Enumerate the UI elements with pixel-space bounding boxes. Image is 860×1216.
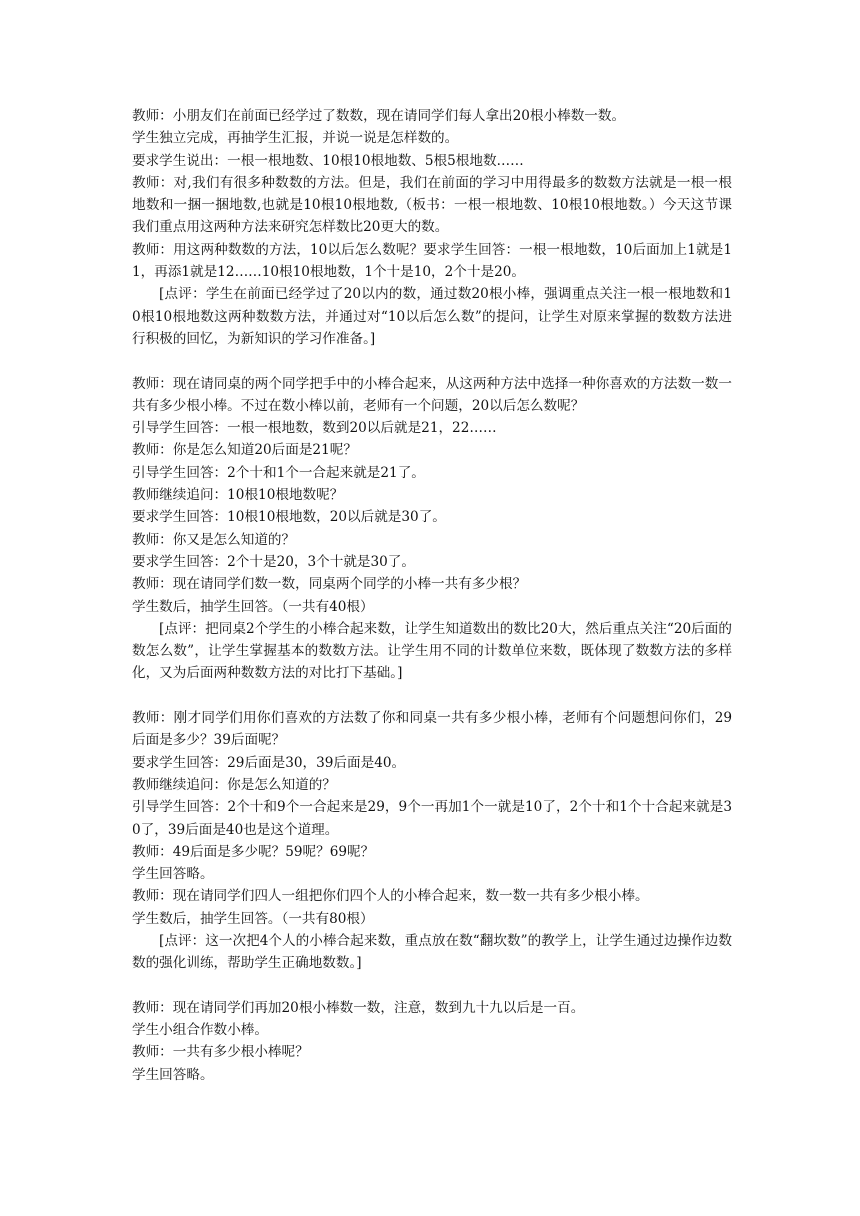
dialogue-line: 引导学生回答：2个十和1个一合起来就是21了。 xyxy=(132,464,425,481)
dialogue-line: 教师：现在请同学们四人一组把你们四个人的小棒合起来，数一数一共有多少根小棒。 xyxy=(132,888,649,905)
dialogue-line: 教师：刚才同学们用你们喜欢的方法数了你和同桌一共有多少根小棒，老师有个问题想问你们，29后面是多少？39后面呢？ xyxy=(132,710,732,749)
dialogue-line: 要求学生回答：10根10根地数，20以后就是30了。 xyxy=(132,509,446,526)
lesson-section xyxy=(132,105,732,350)
teaching-comment: [点评：学生在前面已经学过了20以内的数，通过数20根小棒，强调重点关注一根一根地数和10根10根地数这两种数数方法，并通过对“10以后怎么数”的提问，让学生对原来掌握的数数方法进行积极的回忆，为新知识的学习作准备。] xyxy=(132,286,732,347)
dialogue-line: 教师：你是怎么知道20后面是21呢？ xyxy=(132,442,357,459)
section-spacer xyxy=(132,350,732,372)
dialogue-line: 教师：对,我们有很多种数数的方法。但是，我们在前面的学习中用得最多的数数方法就是一根一根地数和一捆一捆地数,也就是10根10根地数,（板书：一根一根地数、10根10根地数。）今天这节课我们重点用这两种方法来研究怎样数比20更大的数。 xyxy=(132,174,732,236)
dialogue-line: 学生小组合作数小棒。 xyxy=(132,1022,268,1039)
dialogue-line: 教师：49后面是多少呢？59呢？69呢？ xyxy=(132,843,375,860)
section-spacer xyxy=(132,975,732,997)
dialogue-line: 教师：现在请同桌的两个同学把手中的小棒合起来，从这两种方法中选择一种你喜欢的方法数一数一共有多少根小棒。不过在数小棒以前，老师有一个问题，20以后怎么数呢？ xyxy=(132,375,732,414)
dialogue-line: 引导学生回答：2个十和9个一合起来是29，9个一再加1个一就是10了，2个十和1个十合起来就是30了，39后面是40也是这个道理。 xyxy=(132,799,732,838)
dialogue-line: 教师继续追问：10根10根地数呢？ xyxy=(132,487,344,504)
teaching-comment: [点评：这一次把4个人的小棒合起来数，重点放在数“翻坎数”的教学上，让学生通过边操作边数数的强化训练，帮助学生正确地数数。] xyxy=(132,932,732,972)
dialogue-line: 要求学生说出：一根一根地数、10根10根地数、5根5根地数…… xyxy=(132,152,524,169)
dialogue-line: 要求学生回答：2个十是20，3个十就是30了。 xyxy=(132,553,415,570)
dialogue-line: 教师：现在请同学们再加20根小棒数一数，注意，数到九十九以后是一百。 xyxy=(132,999,585,1016)
dialogue-line: 教师：现在请同学们数一数，同桌两个同学的小棒一共有多少根？ xyxy=(132,576,527,593)
document-body xyxy=(132,105,732,1086)
dialogue-line: 学生数后，抽学生回答。（一共有80根） xyxy=(132,910,374,927)
dialogue-line: 教师：一共有多少根小棒呢？ xyxy=(132,1044,309,1061)
dialogue-line: 教师：用这两种数数的方法，10以后怎么数呢？要求学生回答：一根一根地数，10后面加上1就是11，再添1就是12……10根10根地数，1个十是10，2个十是20。 xyxy=(132,241,732,281)
lesson-section xyxy=(132,707,732,975)
dialogue-line: 教师：小朋友们在前面已经学过了数数，现在请同学们每人拿出20根小棒数一数。 xyxy=(132,108,626,124)
teaching-comment: [点评：把同桌2个学生的小棒合起来数，让学生知道数出的数比20大，然后重点关注“20后面的数怎么数”，让学生掌握基本的数数方法。让学生用不同的计数单位来数，既体现了数数方法的多样化，又为后面两种数数方法的对比打下基础。] xyxy=(132,620,732,682)
lesson-section xyxy=(132,373,732,685)
dialogue-line: 学生回答略。 xyxy=(132,866,214,883)
section-spacer xyxy=(132,685,732,707)
dialogue-line: 学生回答略。 xyxy=(132,1066,214,1083)
dialogue-line: 教师：你又是怎么知道的？ xyxy=(132,531,296,548)
dialogue-line: 引导学生回答：一根一根地数，数到20以后就是21，22…… xyxy=(132,420,497,437)
lesson-section xyxy=(132,997,732,1086)
dialogue-line: 学生独立完成，再抽学生汇报，并说一说是怎样数的。 xyxy=(132,130,459,147)
dialogue-line: 教师继续追问：你是怎么知道的？ xyxy=(132,776,336,793)
dialogue-line: 要求学生回答：29后面是30，39后面是40。 xyxy=(132,754,406,771)
dialogue-line: 学生数后，抽学生回答。（一共有40根） xyxy=(132,598,374,615)
